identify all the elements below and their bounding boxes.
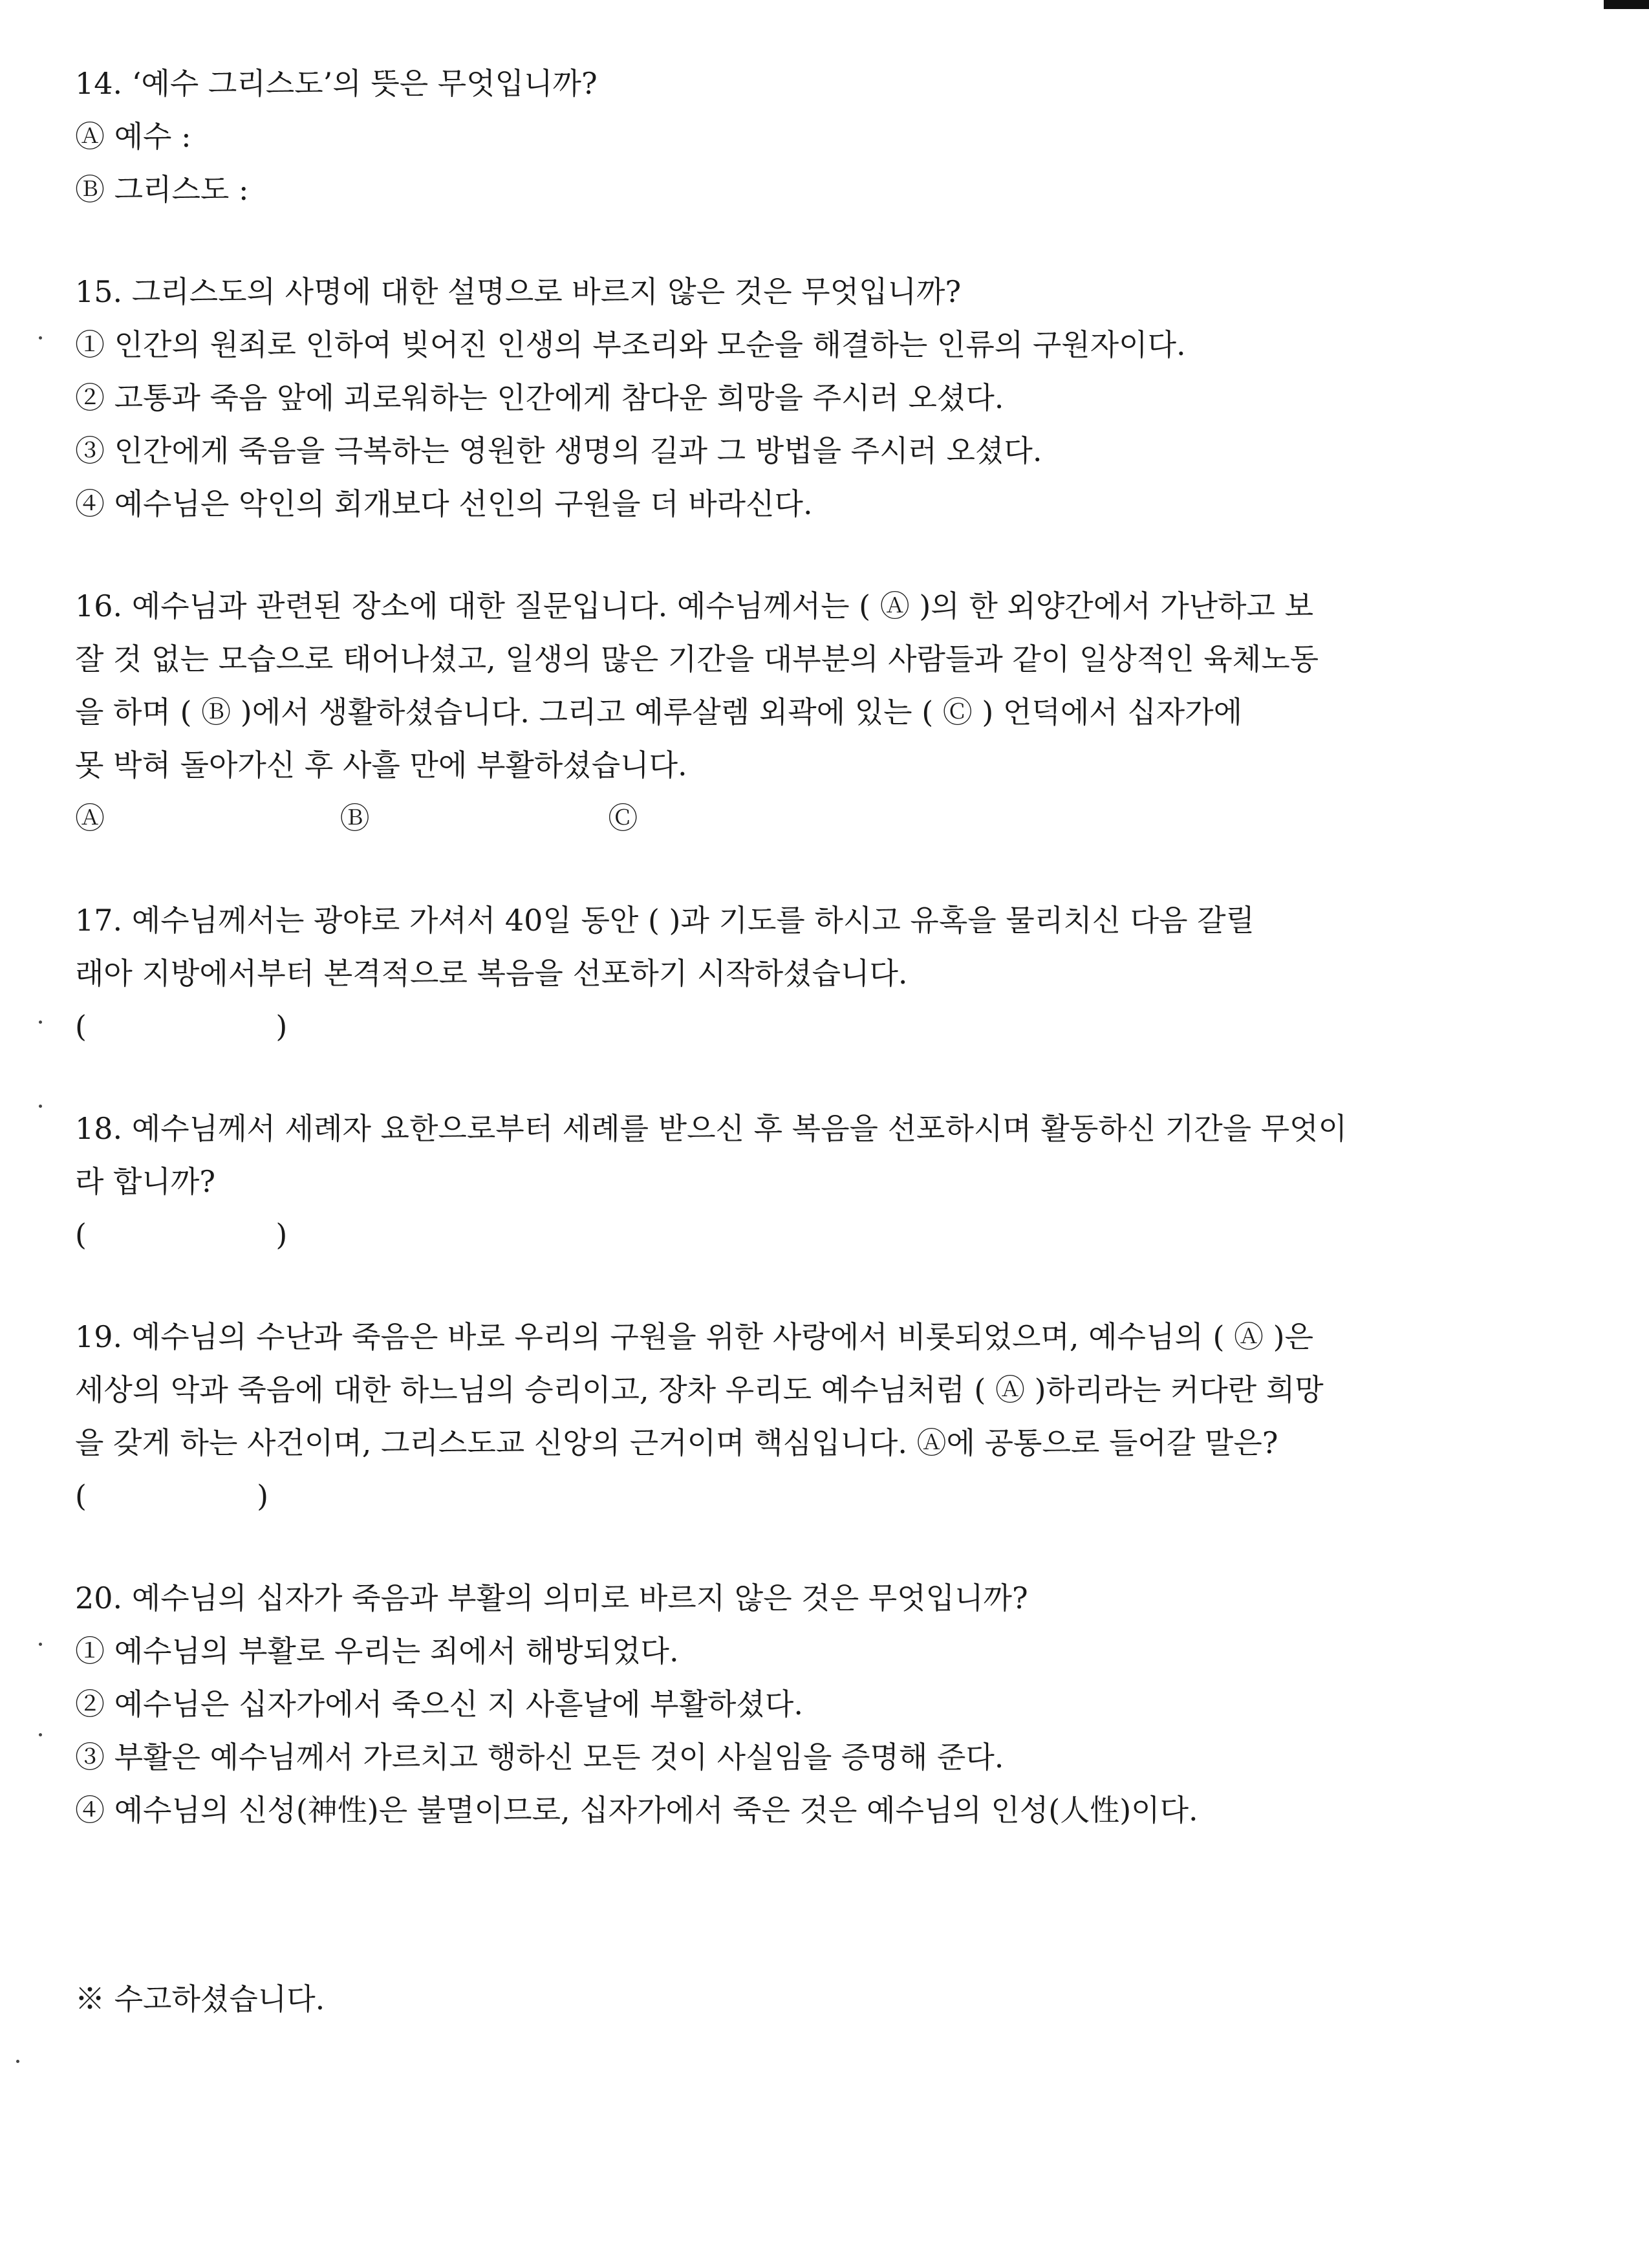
question-19-line-2: 세상의 악과 죽음에 대한 하느님의 승리이고, 장차 우리도 예수님처럼 ( Ⓐ )하리라는 커다란 희망 xyxy=(75,1372,1324,1407)
answer-label-c: Ⓒ xyxy=(608,801,638,836)
question-16-line-4: 못 박혀 돌아가신 후 사흘 만에 부활하셨습니다. xyxy=(75,748,687,783)
question-17-line-2: 래아 지방에서부터 본격적으로 복음을 선포하기 시작하셨습니다. xyxy=(75,956,908,991)
scan-speck xyxy=(39,1021,42,1024)
answer-blank[interactable]: ( ) xyxy=(75,1217,288,1252)
question-15 xyxy=(75,265,1543,530)
worksheet-page xyxy=(75,57,1543,1886)
question-16-line-2: 잘 것 없는 모습으로 태어나셨고, 일생의 많은 기간을 대부분의 사람들과 같이 일상적인 육체노동 xyxy=(75,642,1319,676)
scan-speck xyxy=(39,1643,42,1646)
closing-message: ※ 수고하셨습니다. xyxy=(75,1982,325,2016)
question-15-option-3: ③ 인간에게 죽음을 극복하는 영원한 생명의 길과 그 방법을 주시러 오셨다. xyxy=(75,433,1042,468)
question-15-option-1: ① 인간의 원죄로 인하여 빚어진 인생의 부조리와 모순을 해결하는 인류의 구원자이다. xyxy=(75,327,1186,362)
question-18-line-1: 18. 예수님께서 세례자 요한으로부터 세례를 받으신 후 복음을 선포하시며 활동하신 기간을 무엇이 xyxy=(75,1111,1348,1146)
scan-speck xyxy=(39,336,42,340)
question-14-item-a: Ⓐ 예수 : xyxy=(75,119,191,154)
question-20-option-4: ④ 예수님의 신성(神性)은 불멸이므로, 십자가에서 죽은 것은 예수님의 인성(人性)이다. xyxy=(75,1793,1198,1828)
question-17 xyxy=(75,894,1543,1053)
question-18 xyxy=(75,1102,1543,1261)
question-19 xyxy=(75,1310,1543,1522)
question-20 xyxy=(75,1571,1543,1837)
scan-speck xyxy=(39,1105,42,1108)
question-19-line-1: 19. 예수님의 수난과 죽음은 바로 우리의 구원을 위한 사랑에서 비롯되었으며, 예수님의 ( Ⓐ )은 xyxy=(75,1319,1314,1354)
scan-speck xyxy=(16,2060,19,2063)
answer-blank[interactable]: ( ) xyxy=(75,1478,269,1513)
question-14-text: 14. ‘예수 그리스도’의 뜻은 무엇입니까? xyxy=(75,66,598,101)
question-17-line-1: 17. 예수님께서는 광야로 가셔서 40일 동안 ( )과 기도를 하시고 유혹을 물리치신 다음 갈릴 xyxy=(75,903,1255,938)
question-16-line-3: 을 하며 ( Ⓑ )에서 생활하셨습니다. 그리고 예루살렘 외곽에 있는 ( Ⓒ ) 언덕에서 십자가에 xyxy=(75,695,1243,729)
question-19-line-3: 을 갖게 하는 사건이며, 그리스도교 신앙의 근거이며 핵심입니다. Ⓐ에 공통으로 들어갈 말은? xyxy=(75,1425,1278,1460)
answer-label-b: Ⓑ xyxy=(339,801,370,836)
corner-mark xyxy=(1604,0,1649,9)
question-20-option-1: ① 예수님의 부활로 우리는 죄에서 해방되었다. xyxy=(75,1634,679,1669)
scan-speck xyxy=(39,1733,42,1736)
question-18-line-2: 라 합니까? xyxy=(75,1164,216,1199)
question-20-text: 20. 예수님의 십자가 죽음과 부활의 의미로 바르지 않은 것은 무엇입니까? xyxy=(75,1581,1028,1615)
question-14-item-b: Ⓑ 그리스도 : xyxy=(75,172,249,207)
question-15-text: 15. 그리스도의 사명에 대한 설명으로 바르지 않은 것은 무엇입니까? xyxy=(75,274,962,309)
question-16 xyxy=(75,579,1543,845)
question-20-option-3: ③ 부활은 예수님께서 가르치고 행하신 모든 것이 사실임을 증명해 준다. xyxy=(75,1740,1004,1775)
answer-label-a: Ⓐ xyxy=(75,801,105,836)
question-14 xyxy=(75,57,1543,216)
question-20-option-2: ② 예수님은 십자가에서 죽으신 지 사흗날에 부활하셨다. xyxy=(75,1687,803,1722)
question-15-option-4: ④ 예수님은 악인의 회개보다 선인의 구원을 더 바라신다. xyxy=(75,486,813,521)
question-16-line-1: 16. 예수님과 관련된 장소에 대한 질문입니다. 예수님께서는 ( Ⓐ )의 한 외양간에서 가난하고 보 xyxy=(75,589,1314,623)
question-16-answer-row xyxy=(75,792,1543,845)
question-15-option-2: ② 고통과 죽음 앞에 괴로워하는 인간에게 참다운 희망을 주시러 오셨다. xyxy=(75,380,1004,415)
answer-blank[interactable]: ( ) xyxy=(75,1009,288,1044)
